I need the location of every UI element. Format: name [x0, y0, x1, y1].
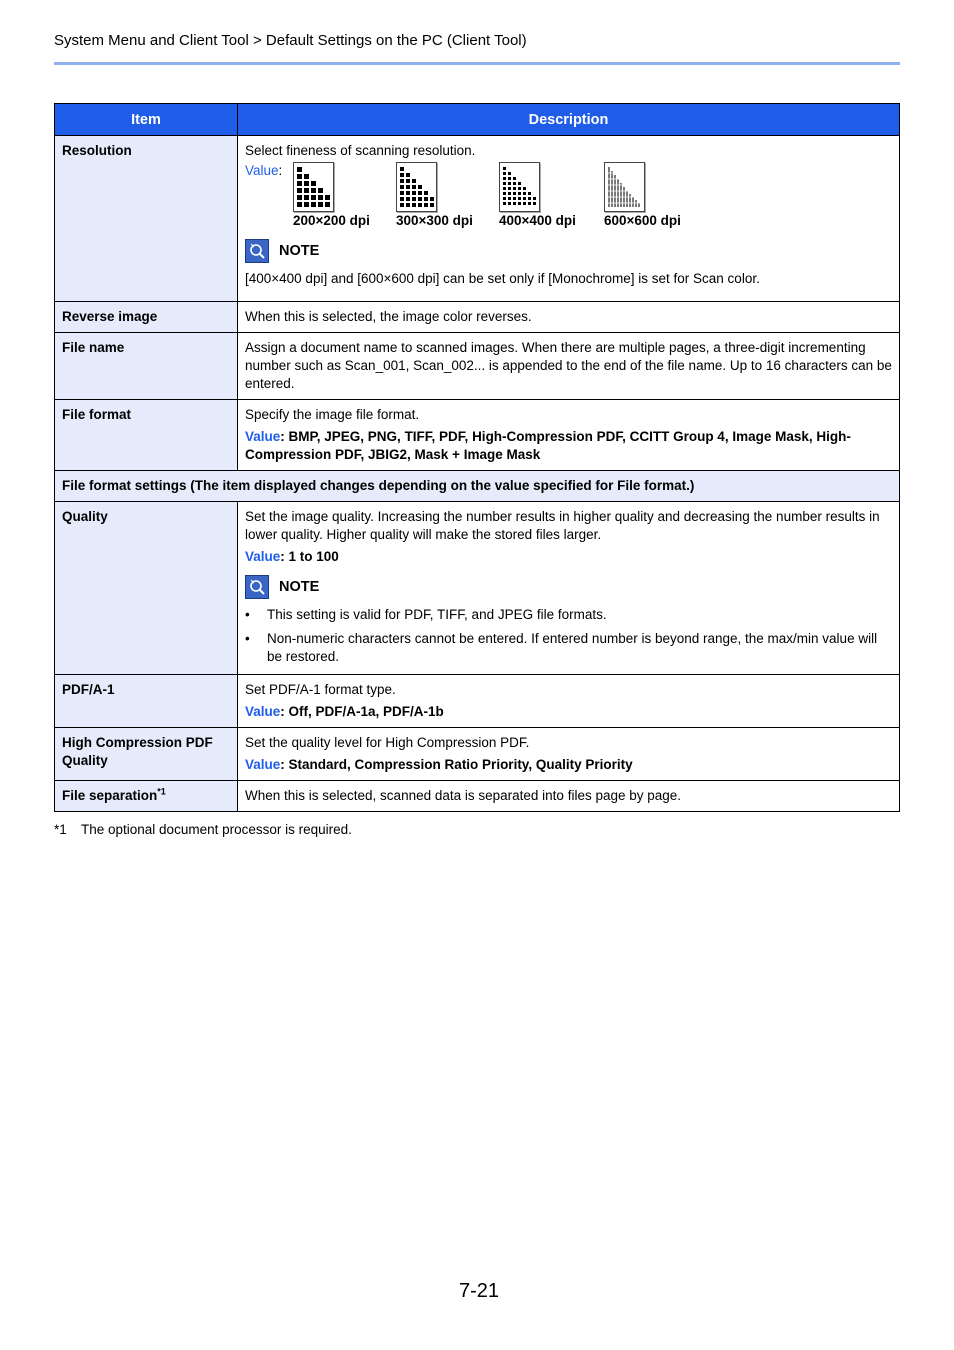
list-item: • Non-numeric characters cannot be entered. If entered number is beyond range, the max/min value will be restored.	[245, 631, 878, 664]
page-number: 7-21	[459, 1280, 500, 1302]
table-row	[55, 502, 900, 675]
row-item-file-separation: File separation$^{*1}$	[55, 781, 238, 812]
resolution-option-600	[604, 162, 714, 230]
resolution-300-icon	[396, 162, 437, 212]
note-magnifier-icon	[245, 239, 269, 263]
column-header-item: Item	[55, 104, 238, 136]
row-desc-file-format	[238, 400, 900, 471]
pdfa1-value: Value: Off, PDF/A-1a, PDF/A-1b	[245, 704, 444, 719]
resolution-600-icon	[604, 162, 645, 212]
resolution-description: Select fineness of scanning resolution.	[245, 143, 476, 158]
footnote-ref: *1	[157, 786, 166, 797]
file-format-description: Specify the image file format.	[245, 407, 420, 422]
row-item-file-format: File format	[55, 400, 238, 471]
resolution-caption: 300×300 dpi	[396, 213, 473, 228]
resolution-caption: 400×400 dpi	[499, 213, 576, 228]
column-header-description: Description	[238, 104, 900, 136]
footnote-mark: *1	[54, 822, 67, 837]
resolution-caption: 600×600 dpi	[604, 213, 681, 228]
table-row	[55, 333, 900, 400]
row-desc-high-compression	[238, 728, 900, 781]
bullet-icon: •	[245, 631, 250, 646]
note-heading	[245, 238, 892, 264]
note-label: NOTE	[279, 579, 320, 595]
table-row	[55, 728, 900, 781]
file-format-settings-heading: File format settings (The item displayed changes depending on the value specified for File format.)	[55, 471, 900, 502]
file-format-value: Value: BMP, JPEG, PNG, TIFF, PDF, High-Compression PDF, CCITT Group 4, Image Mask, High-Compression PDF, JBIG2, Mask + Image Mask	[245, 429, 851, 462]
resolution-200-icon	[293, 162, 334, 212]
row-item-high-compression: High Compression PDF Quality	[55, 728, 238, 781]
header-rule	[54, 62, 900, 65]
resolution-option-300	[396, 162, 499, 230]
footnote	[54, 822, 352, 837]
row-item-file-name: File name	[55, 333, 238, 400]
quality-value: Value: 1 to 100	[245, 549, 339, 564]
row-desc-resolution	[238, 136, 900, 302]
resolution-option-200	[293, 162, 396, 230]
high-compression-value: Value: Standard, Compression Ratio Priority, Quality Priority	[245, 757, 633, 772]
resolution-option-400	[499, 162, 604, 230]
note-label: NOTE	[279, 243, 320, 259]
row-item-resolution: Resolution	[55, 136, 238, 302]
table-row	[55, 781, 900, 812]
row-item-pdfa1: PDF/A-1	[55, 675, 238, 728]
resolution-caption: 200×200 dpi	[293, 213, 370, 228]
settings-table	[54, 103, 900, 812]
table-row	[55, 302, 900, 333]
table-header-row	[55, 104, 900, 136]
row-desc-file-separation: When this is selected, scanned data is separated into files page by page.	[238, 781, 900, 812]
quality-description: Set the image quality. Increasing the number results in higher quality and decreasing the number results in lower quality. Higher quality will make the stored files larger.	[245, 509, 880, 542]
table-row	[55, 400, 900, 471]
footnote-text: The optional document processor is required.	[81, 822, 352, 837]
high-compression-description: Set the quality level for High Compression PDF.	[245, 735, 530, 750]
table-row	[55, 471, 900, 502]
bullet-icon: •	[245, 607, 250, 622]
row-desc-file-name: Assign a document name to scanned images. When there are multiple pages, a three-digit incrementing number such as Scan_001, Scan_002... is appended to the end of the file name. Up to 16 characters can be entered.	[238, 333, 900, 400]
row-desc-reverse-image: When this is selected, the image color reverses.	[238, 302, 900, 333]
pdfa1-description: Set PDF/A-1 format type.	[245, 682, 396, 697]
table-row	[55, 675, 900, 728]
table-row	[55, 136, 900, 302]
resolution-values	[245, 162, 892, 230]
value-key: Value:	[245, 163, 283, 178]
row-desc-pdfa1	[238, 675, 900, 728]
row-desc-quality	[238, 502, 900, 675]
row-item-quality: Quality	[55, 502, 238, 675]
list-item: • This setting is valid for PDF, TIFF, and JPEG file formats.	[245, 607, 607, 622]
breadcrumb: System Menu and Client Tool > Default Settings on the PC (Client Tool)	[54, 32, 527, 49]
note-magnifier-icon	[245, 575, 269, 599]
resolution-options	[293, 162, 714, 230]
note-text: [400×400 dpi] and [600×600 dpi] can be set only if [Monochrome] is set for Scan color.	[245, 271, 760, 286]
row-item-reverse-image: Reverse image	[55, 302, 238, 333]
note-heading	[245, 574, 892, 600]
resolution-400-icon	[499, 162, 540, 212]
